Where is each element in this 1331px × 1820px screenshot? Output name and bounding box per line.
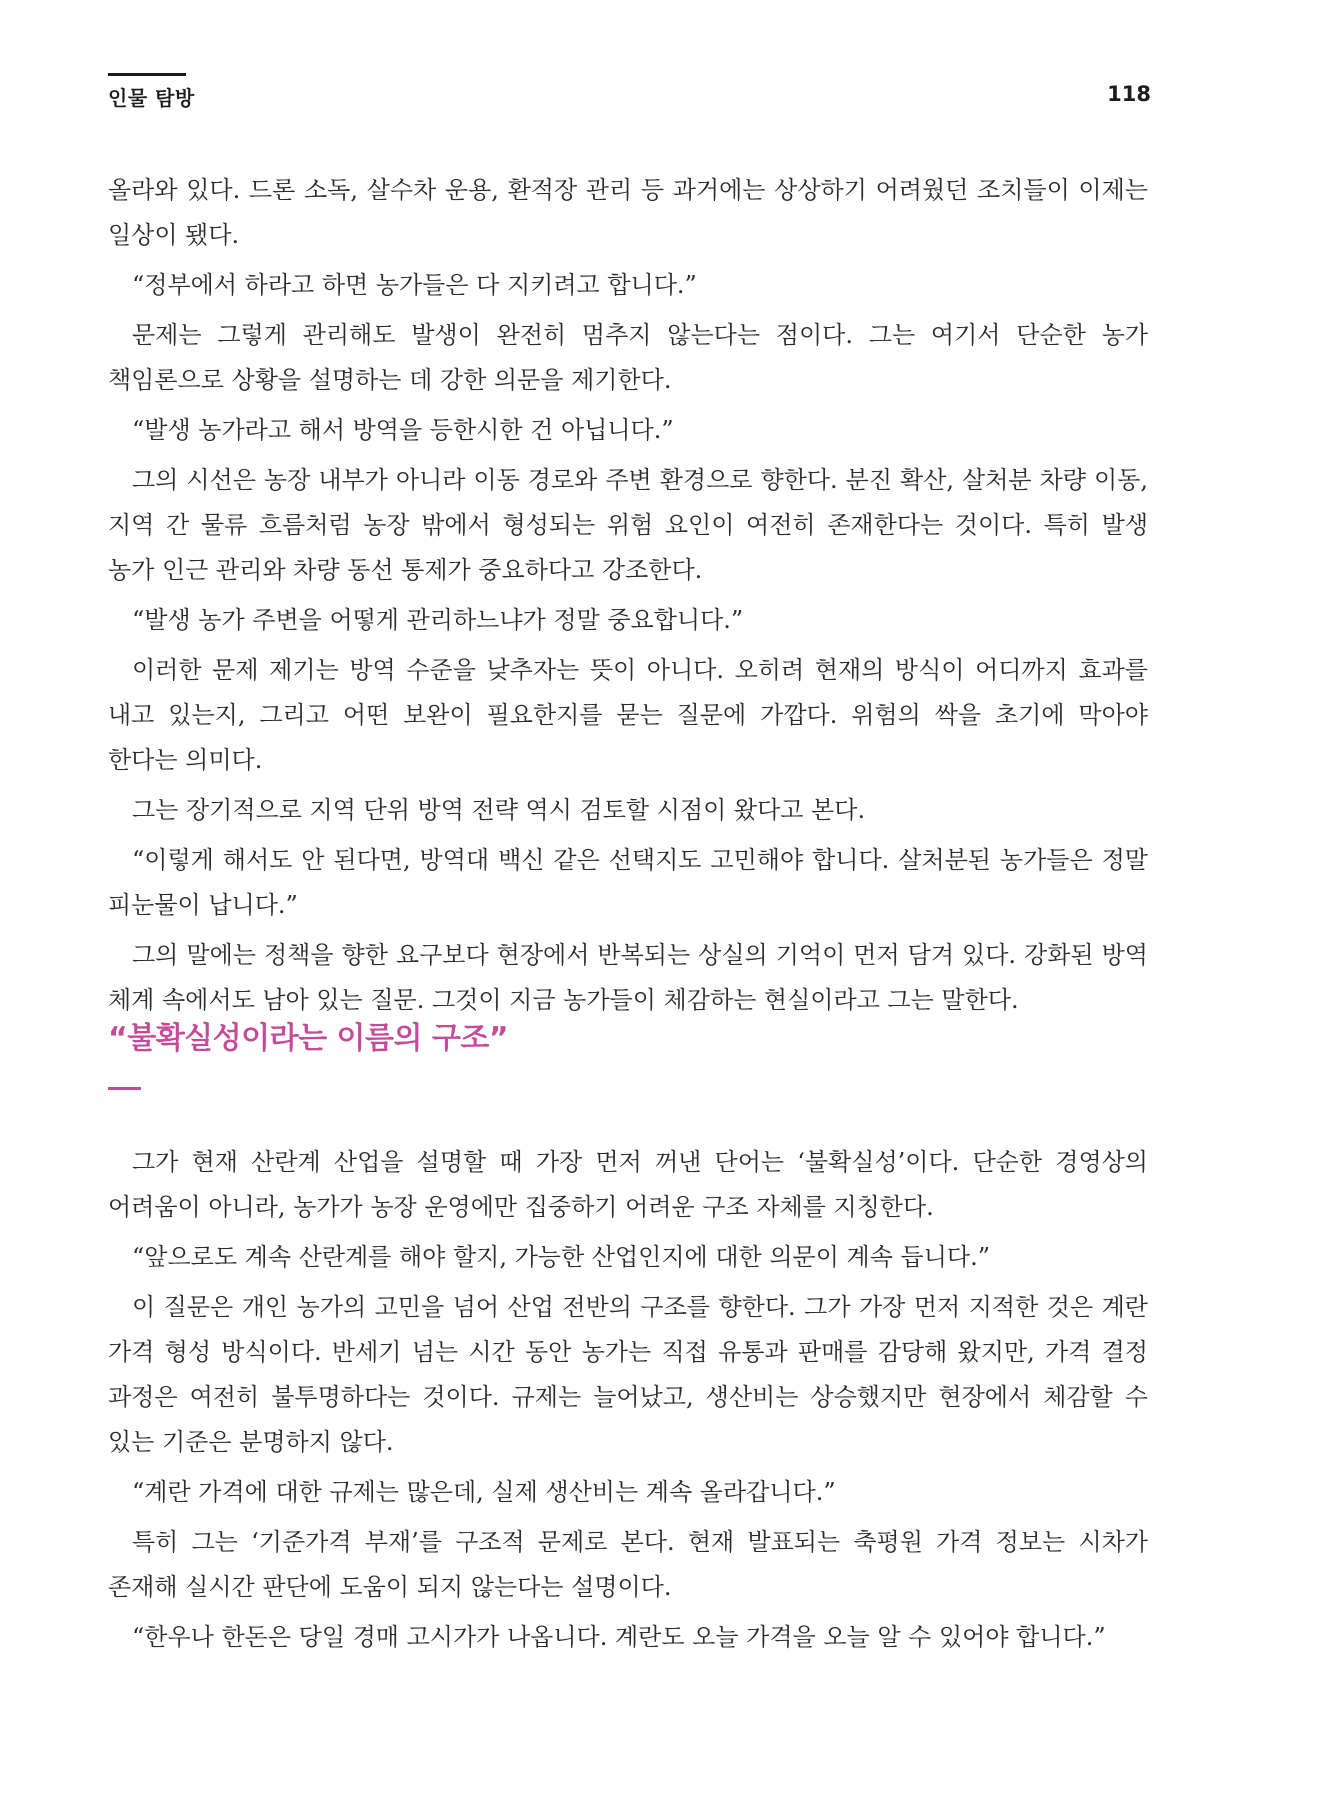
- quote-paragraph: “이렇게 해서도 안 된다면, 방역대 백신 같은 선택지도 고민해야 합니다. 살처분된 농가들은 정말 피눈물이 납니다.”: [108, 846, 1148, 919]
- section-heading: “불확실성이라는 이름의 구조”: [108, 1021, 509, 1056]
- body-text-after-heading: [108, 1140, 1148, 1665]
- running-header-section: 인물 탐방: [108, 86, 195, 110]
- paragraph: 그의 말에는 정책을 향한 요구보다 현장에서 반복되는 상실의 기억이 먼저 담겨 있다. 강화된 방역 체계 속에서도 남아 있는 질문. 그것이 지금 농가들이 체감하는 현실이라고 그는 말한다.: [108, 941, 1148, 1014]
- quote-paragraph: “계란 가격에 대한 규제는 많은데, 실제 생산비는 계속 올라갑니다.”: [132, 1478, 836, 1506]
- paragraph: 문제는 그렇게 관리해도 발생이 완전히 멈추지 않는다는 점이다. 그는 여기서 단순한 농가 책임론으로 상황을 설명하는 데 강한 의문을 제기한다.: [108, 321, 1148, 394]
- paragraph: 그가 현재 산란계 산업을 설명할 때 가장 먼저 꺼낸 단어는 ‘불확실성’이다. 단순한 경영상의 어려움이 아니라, 농가가 농장 운영에만 집중하기 어려운 구조 자체를 지칭한다.: [108, 1148, 1148, 1221]
- paragraph: 특히 그는 ‘기준가격 부재’를 구조적 문제로 본다. 현재 발표되는 축평원 가격 정보는 시차가 존재해 실시간 판단에 도움이 되지 않는다는 설명이다.: [108, 1528, 1148, 1601]
- quote-paragraph: “앞으로도 계속 산란계를 해야 할지, 가능한 산업인지에 대한 의문이 계속 듭니다.”: [132, 1243, 990, 1271]
- paragraph: 그는 장기적으로 지역 단위 방역 전략 역시 검토할 시점이 왔다고 본다.: [132, 796, 866, 824]
- quote-paragraph: “한우나 한돈은 당일 경매 고시가가 나옵니다. 계란도 오늘 가격을 오늘 알 수 있어야 합니다.”: [132, 1623, 1106, 1651]
- header-rule: [108, 73, 186, 76]
- section-heading-rule: [108, 1087, 141, 1090]
- page-number: 118: [1107, 82, 1151, 106]
- paragraph: 이 질문은 개인 농가의 고민을 넘어 산업 전반의 구조를 향한다. 그가 가장 먼저 지적한 것은 계란 가격 형성 방식이다. 반세기 넘는 시간 동안 농가는 직접 유통과 판매를 감당해 왔지만, 가격 결정 과정은 여전히 불투명하다는 것이다. 규제는 늘어났고, 생산비는 상승했지만 현장에서 체감할 수 있는 기준은 분명하지 않다.: [108, 1293, 1148, 1456]
- body-text-before-heading: [108, 168, 1148, 1028]
- paragraph: 올라와 있다. 드론 소독, 살수차 운용, 환적장 관리 등 과거에는 상상하기 어려웠던 조치들이 이제는 일상이 됐다.: [108, 176, 1148, 249]
- quote-paragraph: “발생 농가 주변을 어떻게 관리하느냐가 정말 중요합니다.”: [132, 606, 744, 634]
- paragraph: 이러한 문제 제기는 방역 수준을 낮추자는 뜻이 아니다. 오히려 현재의 방식이 어디까지 효과를 내고 있는지, 그리고 어떤 보완이 필요한지를 묻는 질문에 가깝다. 위험의 싹을 초기에 막아야 한다는 의미다.: [108, 656, 1148, 774]
- paragraph: 그의 시선은 농장 내부가 아니라 이동 경로와 주변 환경으로 향한다. 분진 확산, 살처분 차량 이동, 지역 간 물류 흐름처럼 농장 밖에서 형성되는 위험 요인이 여전히 존재한다는 것이다. 특히 발생 농가 인근 관리와 차량 동선 통제가 중요하다고 강조한다.: [108, 466, 1148, 584]
- quote-paragraph: “정부에서 하라고 하면 농가들은 다 지키려고 합니다.”: [132, 271, 697, 299]
- quote-paragraph: “발생 농가라고 해서 방역을 등한시한 건 아닙니다.”: [132, 416, 674, 444]
